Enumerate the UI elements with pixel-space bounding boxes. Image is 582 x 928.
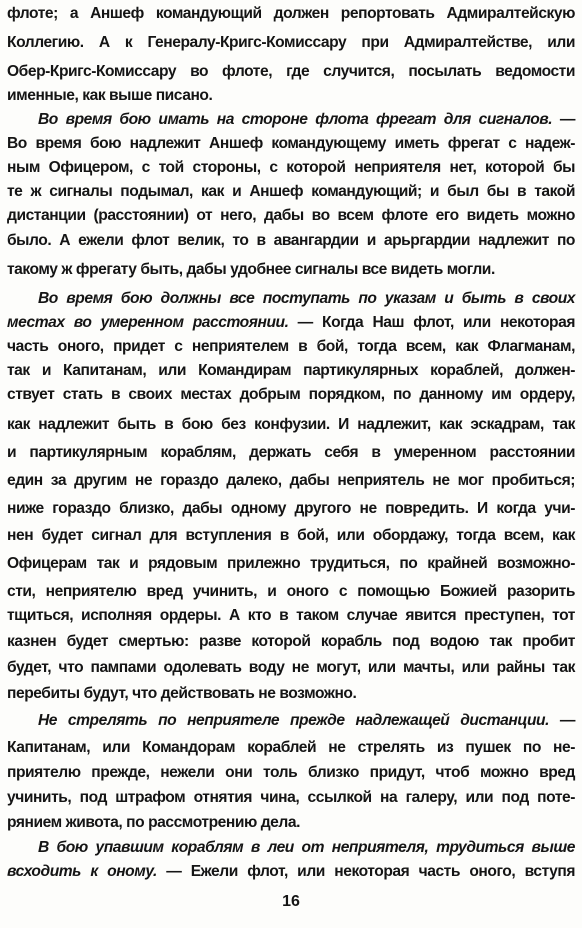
- text-line: ным Офицером, с той стороны, с которой неприятеля нет, которой бы: [7, 159, 575, 176]
- section-heading: В бою упавшим кораблям в леи от неприятеля, трудиться выше: [38, 839, 575, 856]
- text-line: нен будет сигнал для вступления в бой, или обордажу, тогда всем, как: [7, 527, 575, 544]
- text-line: казнен будет смертью: разве которой корабль под водою так пробит: [7, 633, 575, 650]
- text-line: было. А ежели флот велик, то в авангардии и арьргардии надлежит по: [7, 232, 575, 249]
- page-number: 16: [282, 893, 300, 910]
- section-heading-line: Во время бою имать на стороне флота фрегат для сигналов. —: [38, 111, 576, 128]
- text-line: един за другим не гораздо далеко, дабы неприятель не мог пробиться;: [7, 472, 575, 489]
- text-line: Офицерам так и рядовым прилежно трудиться, по крайней возможно-: [7, 555, 575, 572]
- text-line: ниже гораздо близко, дабы одному другого не повредить. И когда учи-: [7, 500, 575, 517]
- section-heading: местах во умеренном расстоянии.: [7, 314, 289, 331]
- text-line: перебиты будут, что действовать не возможно.: [7, 685, 357, 702]
- text-line: часть оного, придет с неприятелем в бой, тогда всем, как Флагманам,: [7, 338, 575, 355]
- section-heading: Не стрелять по неприятеле прежде надлежащей дистанции.: [38, 712, 549, 729]
- section-heading-line: всходить к оному. — Ежели флот, или некоторая часть оного, вступя: [7, 863, 575, 880]
- section-heading-line: Не стрелять по неприятеле прежде надлежащей дистанции. —: [38, 712, 575, 729]
- section-heading-line: местах во умеренном расстоянии. — Когда Наш флот, или некоторая: [7, 314, 575, 331]
- text-line: дистанции (расстоянии) от него, дабы во всем флоте его видеть можно: [7, 207, 575, 224]
- text-line: как надлежит быть в бою без конфузии. И надлежит, как эскадрам, так: [7, 416, 575, 433]
- section-heading: Во время бою должны все поступать по указам и быть в своих: [38, 290, 575, 307]
- section-heading-line: [38, 287, 575, 311]
- text-line: ствует стать в своих местах добрым порядком, по данному им ордеру,: [7, 386, 575, 403]
- text-line: тщиться, исполняя ордеры. А кто в таком случае явится преступен, тот: [7, 607, 575, 624]
- text-line: те ж сигналы подымал, как и Аншеф командующий; и был бы в такой: [7, 183, 575, 200]
- text-line: учинить, под штрафом отнятия чина, ссылкой на галеру, или под поте-: [7, 789, 575, 806]
- text-line: так и Капитанам, или Командирам партикулярных кораблей, должен-: [7, 362, 575, 379]
- section-heading: всходить к оному.: [7, 863, 157, 880]
- text-line: Коллегию. А к Генералу-Кригс-Комиссару при Адмиралтействе, или: [7, 34, 575, 51]
- text-line: приятелю прежде, нежели они толь близко придут, чтоб можно вред: [7, 764, 575, 781]
- section-heading-line: [38, 836, 575, 860]
- text-line: Обер-Кригс-Комиссару во флоте, где случится, посылать ведомости: [7, 63, 575, 80]
- text-line: именные, как выше писано.: [7, 87, 213, 104]
- section-heading: Во время бою имать на стороне флота фрегат для сигналов.: [38, 111, 553, 128]
- text-line: флоте; а Аншеф командующий должен репортовать Адмиралтейскую: [7, 5, 575, 22]
- text-line: рянием живота, по рассмотрению дела.: [7, 814, 300, 831]
- text-line: и партикулярным кораблям, держать себя в умеренном расстоянии: [7, 444, 575, 461]
- text-line: сти, неприятелю вред учинить, и оного с помощью Божией разорить: [7, 583, 575, 600]
- text-line: такому ж фрегату быть, дабы удобнее сигналы все видеть могли.: [7, 261, 495, 278]
- text-line: будет, что пампами одолевать воду не могут, или мачты, или райны так: [7, 659, 575, 676]
- text-line: Капитанам, или Командорам кораблей не стрелять из пушек по не-: [7, 739, 575, 756]
- text-line: Во время бою надлежит Аншеф командующему иметь фрегат с надеж-: [7, 135, 575, 152]
